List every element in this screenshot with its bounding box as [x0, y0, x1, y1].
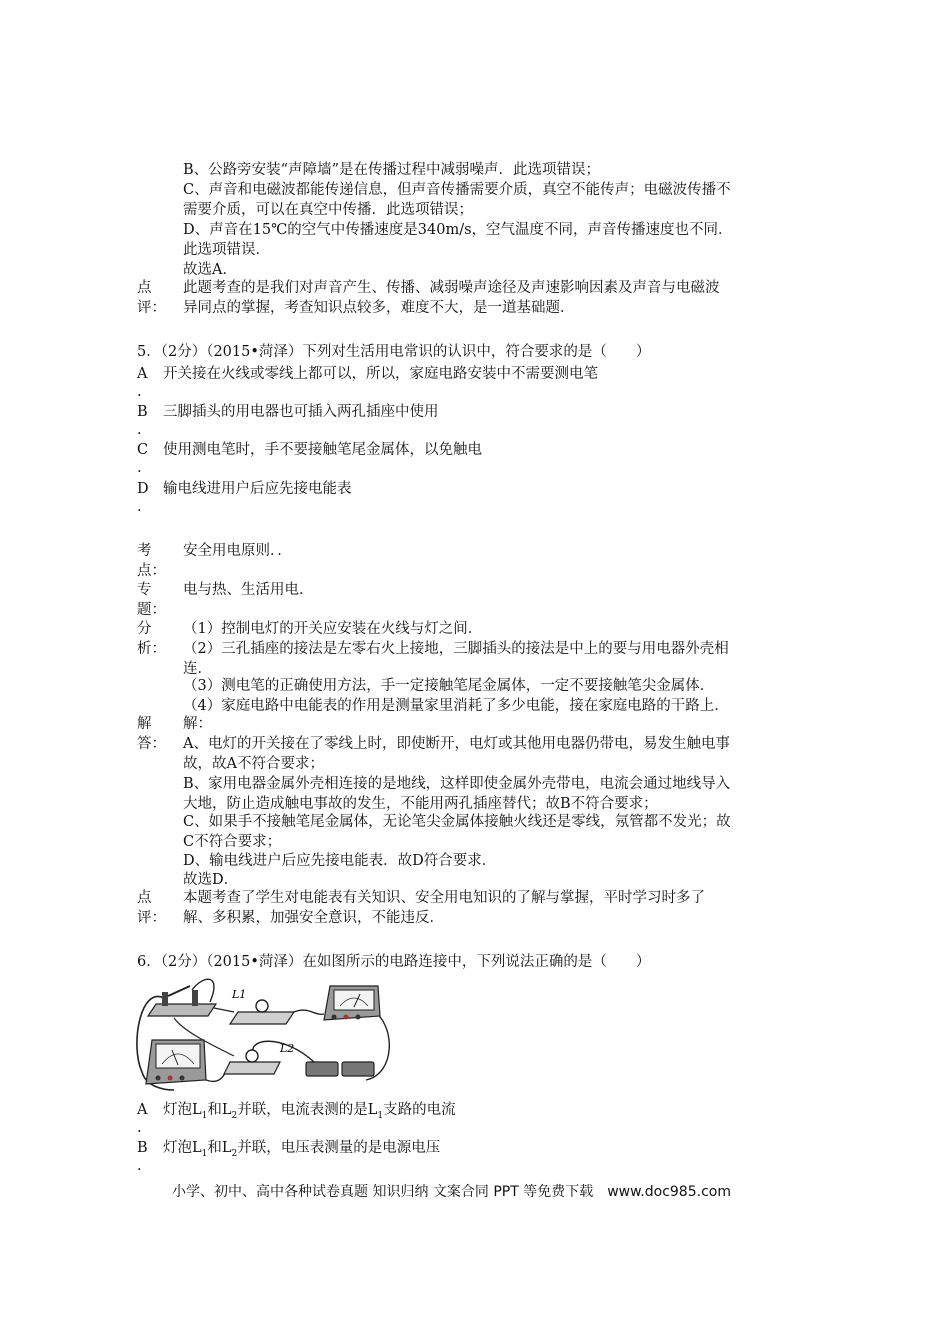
q5-option-b-dot: .	[137, 422, 142, 438]
q5-zhuanti-label-1: 专	[137, 582, 152, 598]
switch-blade	[168, 986, 190, 996]
q5-fenxi-label-1: 分	[137, 621, 152, 637]
q5-kaodian-text: 安全用电原则．．	[183, 543, 292, 559]
lamp-l2-bulb	[246, 1050, 258, 1062]
q5-fenxi-label-2: 析：	[137, 641, 166, 657]
circuit-diagram	[134, 976, 396, 1092]
q5-option-b-text: 三脚插头的用电器也可插入两孔插座中使用	[163, 404, 439, 420]
q5-jieda-line-9: 故选D．	[183, 872, 239, 888]
lamp-l1-label: L1	[232, 988, 247, 1001]
q5-jieda-line-7: C不符合要求；	[183, 834, 282, 850]
page-footer: 小学、初中、高中各种试卷真题 知识归纳 文案合同 PPT 等免费下载 www.doc985.com	[172, 1184, 731, 1200]
q5-fenxi-line-3: 连．	[183, 661, 212, 677]
circuit-wire-1	[214, 1008, 234, 1012]
prev-line-4: D、声音在15℃的空气中传播速度是340m/s，空气温度不同，声音传播速度也不同．	[183, 222, 733, 238]
q6-option-b-dot: .	[137, 1158, 142, 1174]
q5-jieda-label-2: 答：	[137, 736, 166, 752]
q5-option-c-text: 使用测电笔时，手不要接触笔尾金属体，以免触电	[163, 442, 482, 458]
switch-base	[148, 1004, 216, 1016]
q5-option-d-dot: .	[137, 499, 142, 515]
q5-jieda-line-1: 解：	[183, 716, 212, 732]
q5-stem: 5．（2分）（2015•菏泽）下列对生活用电常识的认识中，符合要求的是（ ）	[137, 344, 651, 360]
q5-jieda-line-5: 大地，防止造成触电事故的发生，不能用两孔插座替代；故B不符合要求；	[183, 796, 658, 812]
q5-option-c-letter: C	[137, 442, 149, 458]
lamp-l2-label: L2	[280, 1042, 295, 1055]
prev-line-3: 需要介质，可以在真空中传播．此选项错误；	[183, 202, 473, 218]
prev-point-line-1: 此题考查的是我们对声音产生、传播、减弱噪声途径及声速影响因素及声音与电磁波	[183, 280, 720, 296]
q5-jieda-line-3: 故，故A不符合要求；	[183, 756, 324, 772]
prev-point-label-1: 点	[137, 280, 152, 296]
q5-option-b-letter: B	[137, 404, 148, 420]
switch-post-right	[192, 990, 198, 1006]
prev-line-1: B、公路旁安装“声障墙”是在传播过程中减弱噪声．此选项错误；	[183, 162, 600, 178]
q6-option-a-dot: .	[137, 1120, 142, 1136]
q5-fenxi-line-2: （2）三孔插座的接法是左零右火上接地，三脚插头的接法是中上的要与用电器外壳相	[183, 641, 729, 657]
q6-option-b-text: 灯泡$L_1$和$L_2$并联，电压表测量的是电源电压	[163, 1140, 441, 1159]
q5-option-a-dot: .	[137, 384, 142, 400]
q5-jieda-label-1: 解	[137, 716, 152, 732]
switch-post-left	[162, 992, 168, 1006]
q6-option-b-letter: B	[137, 1140, 148, 1156]
q5-dianping-line-2: 解、多积累，加强安全意识，不能违反．	[183, 910, 444, 926]
q5-fenxi-line-4: （3）测电笔的正确使用方法，手一定接触笔尾金属体，一定不要接触笔尖金属体．	[183, 678, 715, 694]
battery-2	[342, 1062, 374, 1076]
prev-point-line-2: 异同点的掌握，考查知识点较多，难度不大，是一道基础题．	[183, 300, 575, 316]
q5-zhuanti-label-2: 题：	[137, 602, 166, 618]
battery-1	[306, 1062, 338, 1076]
q5-option-d-letter: D	[137, 481, 149, 497]
q6-option-a-text: 灯泡$L_1$和$L_2$并联，电流表测的是$L_1$支路的电流	[163, 1102, 456, 1121]
circuit-wire-2	[294, 1010, 324, 1014]
q6-option-a-letter: A	[137, 1102, 148, 1118]
q5-zhuanti-text: 电与热、生活用电．	[183, 582, 314, 598]
q5-option-a-letter: A	[137, 366, 148, 382]
lamp-l2-board	[224, 1062, 280, 1074]
lamp-l1-bulb	[256, 1000, 268, 1012]
q5-option-c-dot: .	[137, 460, 142, 476]
prev-line-5: 此选项错误．	[183, 242, 270, 258]
q5-kaodian-label-1: 考	[137, 543, 152, 559]
lamp-l1-board	[230, 1012, 294, 1024]
prev-line-6: 故选A．	[183, 262, 237, 278]
q5-jieda-line-4: B、家用电器金属外壳相连接的是地线，这样即使金属外壳带电，电流会通过地线导入	[183, 776, 731, 792]
q5-jieda-line-6: C、如果手不接触笔尾金属体，无论笔尖金属体接触火线还是零线，氖管都不发光；故	[183, 814, 731, 830]
q5-dianping-label-2: 评：	[137, 910, 166, 926]
q5-dianping-label-1: 点	[137, 890, 152, 906]
prev-line-2: C、声音和电磁波都能传递信息，但声音传播需要介质，真空不能传声；电磁波传播不	[183, 182, 731, 198]
q5-kaodian-label-2: 点：	[137, 563, 166, 579]
q5-option-d-text: 输电线进用户后应先接电能表	[163, 481, 352, 497]
prev-point-label-2: 评：	[137, 300, 166, 316]
q6-stem: 6．（2分）（2015•菏泽）在如图所示的电路连接中，下列说法正确的是（ ）	[137, 954, 651, 970]
q5-jieda-line-2: A、电灯的开关接在了零线上时，即使断开，电灯或其他用电器仍带电，易发生触电事	[183, 736, 730, 752]
q5-dianping-line-1: 本题考查了学生对电能表有关知识、安全用电知识的了解与掌握，平时学习时多了	[183, 890, 705, 906]
q5-jieda-line-8: D、输电线进户后应先接电能表．故D符合要求．	[183, 853, 497, 869]
q5-fenxi-line-1: （1）控制电灯的开关应安装在火线与灯之间．	[183, 621, 483, 637]
q5-option-a-text: 开关接在火线或零线上都可以，所以，家庭电路安装中不需要测电笔	[163, 366, 598, 382]
q5-fenxi-line-5: （4）家庭电路中电能表的作用是测量家里消耗了多少电能，接在家庭电路的干路上．	[183, 698, 729, 714]
